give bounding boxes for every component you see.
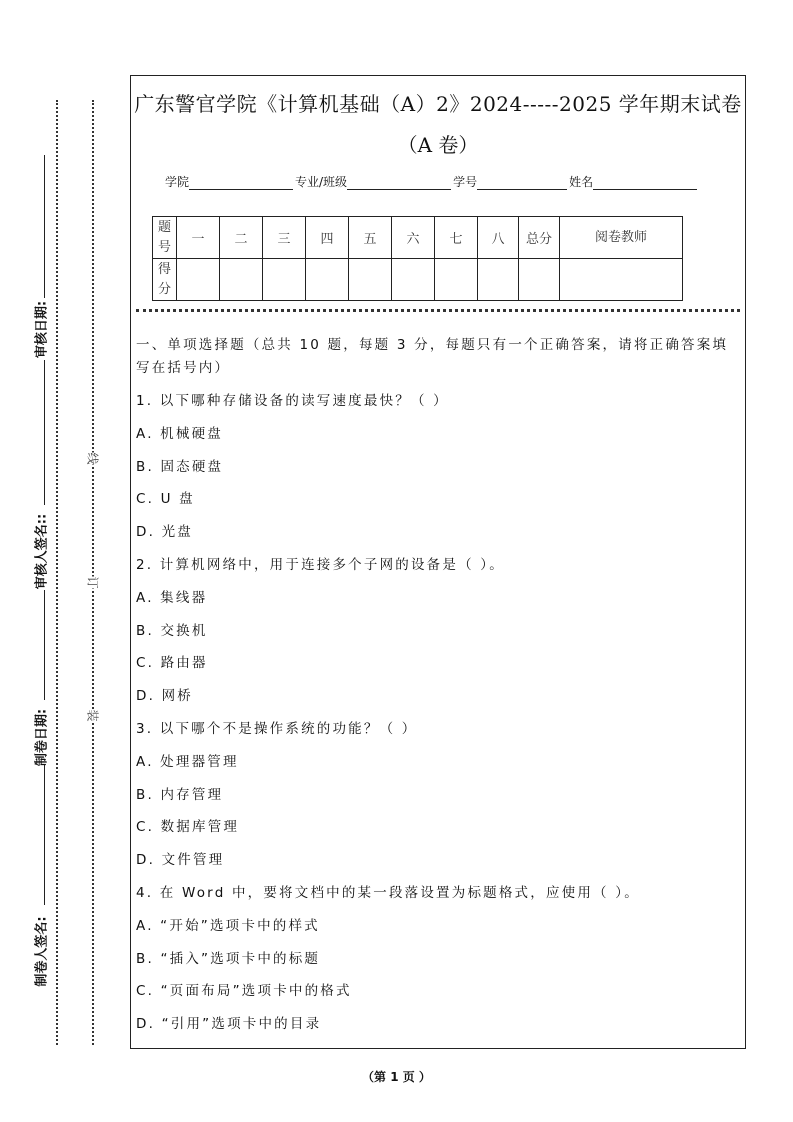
col-6: 六 (392, 217, 435, 259)
review-date-blank[interactable] (44, 155, 45, 298)
question-option: A. 集线器 (136, 589, 208, 606)
score-cell[interactable] (306, 259, 349, 301)
question-stem: 2. 计算机网络中，用于连接多个子网的设备是（ ）。 (136, 557, 505, 573)
question-option: A. 机械硬盘 (136, 425, 223, 442)
col-4: 四 (306, 217, 349, 259)
col-3: 三 (263, 217, 306, 259)
col-7: 七 (435, 217, 478, 259)
field-label-student-id: 学号 (453, 175, 478, 189)
binding-mark-bind: 装 (85, 709, 100, 722)
score-table (152, 216, 683, 301)
question-option: C. U 盘 (136, 491, 195, 508)
binding-dotted-line-outer (56, 100, 58, 1045)
field-label-major-class: 专业/班级 (295, 175, 348, 189)
question-option: D. “引用”选项卡中的目录 (136, 1016, 322, 1033)
score-cell[interactable] (220, 259, 263, 301)
question-option: A. 处理器管理 (136, 753, 239, 770)
col-5: 五 (349, 217, 392, 259)
question-option: D. 网桥 (136, 688, 193, 705)
section-heading-line2: 写在括号内） (136, 360, 231, 376)
row-label-question-no: 题号 (153, 217, 177, 259)
college-blank[interactable] (189, 177, 293, 190)
row-label-score: 得分 (153, 259, 177, 301)
prepare-date-blank[interactable] (44, 590, 45, 700)
major-class-blank[interactable] (347, 177, 451, 190)
score-cell[interactable] (435, 259, 478, 301)
question-option: C. 数据库管理 (136, 819, 240, 836)
score-cell[interactable] (177, 259, 220, 301)
preparer-signature-label: 制卷人签名: (34, 916, 50, 987)
question-stem: 1. 以下哪种存储设备的读写速度最快？（ ） (136, 393, 449, 409)
preparer-signature-blank[interactable] (44, 765, 45, 905)
question-stem: 4. 在 Word 中，要将文档中的某一段落设置为标题格式，应使用（ ）。 (136, 885, 640, 901)
question-option: D. 文件管理 (136, 852, 225, 869)
exam-title: 广东警官学院《计算机基础（A）2》2024-----2025 学年期末试卷 (134, 92, 742, 116)
dotted-separator (136, 309, 740, 312)
page-number: （第 1 页 ） (362, 1070, 431, 1084)
question-option: D. 光盘 (136, 524, 193, 541)
question-option: B. 交换机 (136, 622, 208, 639)
question-option: B. “插入”选项卡中的标题 (136, 950, 321, 967)
section-heading-line1: 一、单项选择题（总共 10 题，每题 3 分，每题只有一个正确答案，请将正确答案填 (136, 337, 729, 353)
score-cell[interactable] (392, 259, 435, 301)
reviewer-signature-blank[interactable] (44, 360, 45, 505)
score-cell[interactable] (478, 259, 519, 301)
review-date-label: 审核日期: (34, 300, 50, 359)
binding-mark-line: 线 (85, 452, 100, 465)
prepare-date-label: 制卷日期: (34, 708, 50, 767)
reviewer-signature-label: 审核人签名:: (34, 513, 50, 590)
question-option: C. “页面布局”选项卡中的格式 (136, 983, 352, 1000)
question-option: C. 路由器 (136, 655, 208, 672)
col-1: 一 (177, 217, 220, 259)
binding-mark-staple: 订 (85, 576, 100, 589)
field-label-college: 学院 (165, 175, 190, 189)
col-total: 总分 (519, 217, 560, 259)
score-cell[interactable] (519, 259, 560, 301)
binding-dotted-line-inner (92, 100, 94, 1045)
student-info-row (165, 173, 699, 190)
score-cell[interactable] (349, 259, 392, 301)
question-option: B. 内存管理 (136, 786, 224, 803)
col-grader: 阅卷教师 (560, 217, 683, 259)
score-cell[interactable] (263, 259, 306, 301)
student-id-blank[interactable] (477, 177, 567, 190)
question-option: B. 固态硬盘 (136, 458, 224, 475)
exam-subtitle: （A 卷） (397, 133, 479, 157)
field-label-name: 姓名 (569, 175, 594, 189)
name-blank[interactable] (593, 177, 697, 190)
col-8: 八 (478, 217, 519, 259)
exam-content-box (130, 75, 746, 1049)
question-option: A. “开始”选项卡中的样式 (136, 917, 320, 934)
question-stem: 3. 以下哪个不是操作系统的功能？（ ） (136, 721, 418, 737)
col-2: 二 (220, 217, 263, 259)
score-cell[interactable] (560, 259, 683, 301)
